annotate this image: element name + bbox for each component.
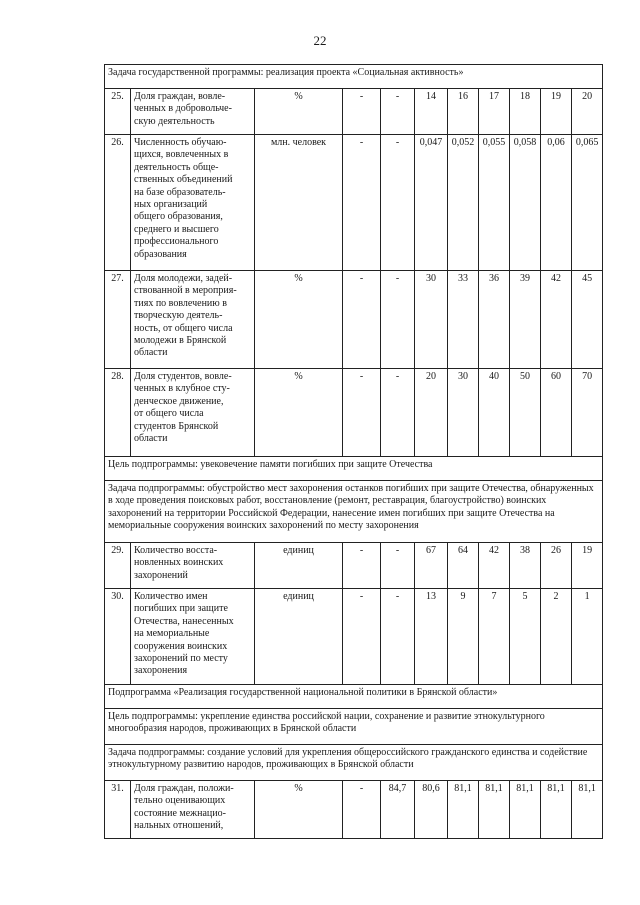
unit: % — [255, 89, 343, 135]
table-row — [105, 543, 603, 589]
value-cell: 14 — [415, 89, 448, 135]
value-cell: 67 — [415, 543, 448, 589]
task-unity-text: Задача подпрограммы: создание условий для укрепления общероссийского гражданского единства и содействие этнокультурному развитию народов, проживающих в Брянской области — [105, 745, 603, 781]
indicator-name: Количество имен погибших при защите Отечества, нанесенных на мемориальные сооружения воинских захоронений по месту захоронения — [131, 589, 255, 685]
value-cell: - — [381, 89, 415, 135]
value-cell: 81,1 — [479, 781, 510, 839]
task-social-row — [105, 65, 603, 89]
indicator-name: Доля граждан, вовле- ченных в добровольче- скую деятельность — [131, 89, 255, 135]
value-cell: - — [343, 589, 381, 685]
value-cell: 9 — [448, 589, 479, 685]
unit: % — [255, 369, 343, 457]
value-cell: 13 — [415, 589, 448, 685]
row-number: 27. — [105, 271, 131, 369]
value-cell: 60 — [541, 369, 572, 457]
indicator-name: Количество восста- новленных воинских захоронений — [131, 543, 255, 589]
value-cell: 45 — [572, 271, 603, 369]
row-number: 25. — [105, 89, 131, 135]
task-social-text: Задача государственной программы: реализация проекта «Социальная активность» — [105, 65, 603, 89]
value-cell: - — [343, 271, 381, 369]
value-cell: 5 — [510, 589, 541, 685]
indicator-name: Доля молодежи, задей- ствованной в мероприя- тиях по вовлечению в творческую деятель- ность, от общего числа молодежи в Брянской области — [131, 271, 255, 369]
value-cell: 39 — [510, 271, 541, 369]
value-cell: 38 — [510, 543, 541, 589]
indicator-name: Доля граждан, положи- тельно оценивающих состояние межнацио- нальных отношений, — [131, 781, 255, 839]
value-cell: - — [343, 369, 381, 457]
value-cell: 30 — [415, 271, 448, 369]
table-row — [105, 271, 603, 369]
value-cell: 40 — [479, 369, 510, 457]
indicators-table — [104, 64, 603, 839]
row-number: 26. — [105, 135, 131, 271]
value-cell: 1 — [572, 589, 603, 685]
value-cell: 30 — [448, 369, 479, 457]
value-cell: 0,058 — [510, 135, 541, 271]
table-row — [105, 369, 603, 457]
subprogram-row — [105, 685, 603, 709]
row-number: 31. — [105, 781, 131, 839]
page-number: 22 — [313, 33, 327, 48]
value-cell: - — [381, 135, 415, 271]
value-cell: 0,06 — [541, 135, 572, 271]
row-number: 30. — [105, 589, 131, 685]
value-cell: 42 — [541, 271, 572, 369]
row-number: 28. — [105, 369, 131, 457]
value-cell: 42 — [479, 543, 510, 589]
value-cell: - — [343, 135, 381, 271]
unit: единиц — [255, 543, 343, 589]
value-cell: - — [381, 589, 415, 685]
task-burials-text: Задача подпрограммы: обустройство мест захоронения останков погибших при защите Отечества, обнаруженных в ходе проведения поисковых работ, восстановление (ремонт, реставрация, благоустройство) воинских захоронений на территории Российской Федерации, нанесение имен погибших при защите Отечества на мемориальные сооружения воинских захоронений по месту захоронения — [105, 481, 603, 543]
task-burials-row — [105, 481, 603, 543]
value-cell: 0,047 — [415, 135, 448, 271]
unit: млн. человек — [255, 135, 343, 271]
value-cell: 0,055 — [479, 135, 510, 271]
goal-unity-row — [105, 709, 603, 745]
value-cell: 7 — [479, 589, 510, 685]
value-cell: 26 — [541, 543, 572, 589]
value-cell: 36 — [479, 271, 510, 369]
value-cell: 81,1 — [510, 781, 541, 839]
value-cell: 18 — [510, 89, 541, 135]
value-cell: 19 — [541, 89, 572, 135]
value-cell: 70 — [572, 369, 603, 457]
table-row — [105, 89, 603, 135]
value-cell: 80,6 — [415, 781, 448, 839]
table-row — [105, 781, 603, 839]
value-cell: - — [381, 543, 415, 589]
table-row — [105, 589, 603, 685]
goal-memory-row — [105, 457, 603, 481]
row-number: 29. — [105, 543, 131, 589]
value-cell: - — [343, 781, 381, 839]
value-cell: 16 — [448, 89, 479, 135]
value-cell: 64 — [448, 543, 479, 589]
value-cell: - — [343, 89, 381, 135]
value-cell: 20 — [572, 89, 603, 135]
value-cell: 50 — [510, 369, 541, 457]
goal-memory-text: Цель подпрограммы: увековечение памяти погибших при защите Отечества — [105, 457, 603, 481]
indicator-name: Доля студентов, вовле- ченных в клубное сту- денческое движение, от общего числа студентов Брянской области — [131, 369, 255, 457]
value-cell: 17 — [479, 89, 510, 135]
value-cell: - — [343, 543, 381, 589]
unit: % — [255, 271, 343, 369]
value-cell: 2 — [541, 589, 572, 685]
indicator-name: Численность обучаю- щихся, вовлеченных в деятельность обще- ственных объединений на базе образователь- ных организаций общего образования, среднего и высшего профессионального образования — [131, 135, 255, 271]
unit: % — [255, 781, 343, 839]
value-cell: 33 — [448, 271, 479, 369]
value-cell: 20 — [415, 369, 448, 457]
value-cell: 81,1 — [572, 781, 603, 839]
value-cell: 81,1 — [541, 781, 572, 839]
task-unity-row — [105, 745, 603, 781]
value-cell: - — [381, 271, 415, 369]
value-cell: 84,7 — [381, 781, 415, 839]
value-cell: 0,065 — [572, 135, 603, 271]
goal-unity-text: Цель подпрограммы: укрепление единства российской нации, сохранение и развитие этнокультурного многообразия народов, проживающих в Брянской области — [105, 709, 603, 745]
unit: единиц — [255, 589, 343, 685]
value-cell: 0,052 — [448, 135, 479, 271]
subprogram-text: Подпрограмма «Реализация государственной национальной политики в Брянской области» — [105, 685, 603, 709]
value-cell: 19 — [572, 543, 603, 589]
table-row — [105, 135, 603, 271]
value-cell: 81,1 — [448, 781, 479, 839]
value-cell: - — [381, 369, 415, 457]
